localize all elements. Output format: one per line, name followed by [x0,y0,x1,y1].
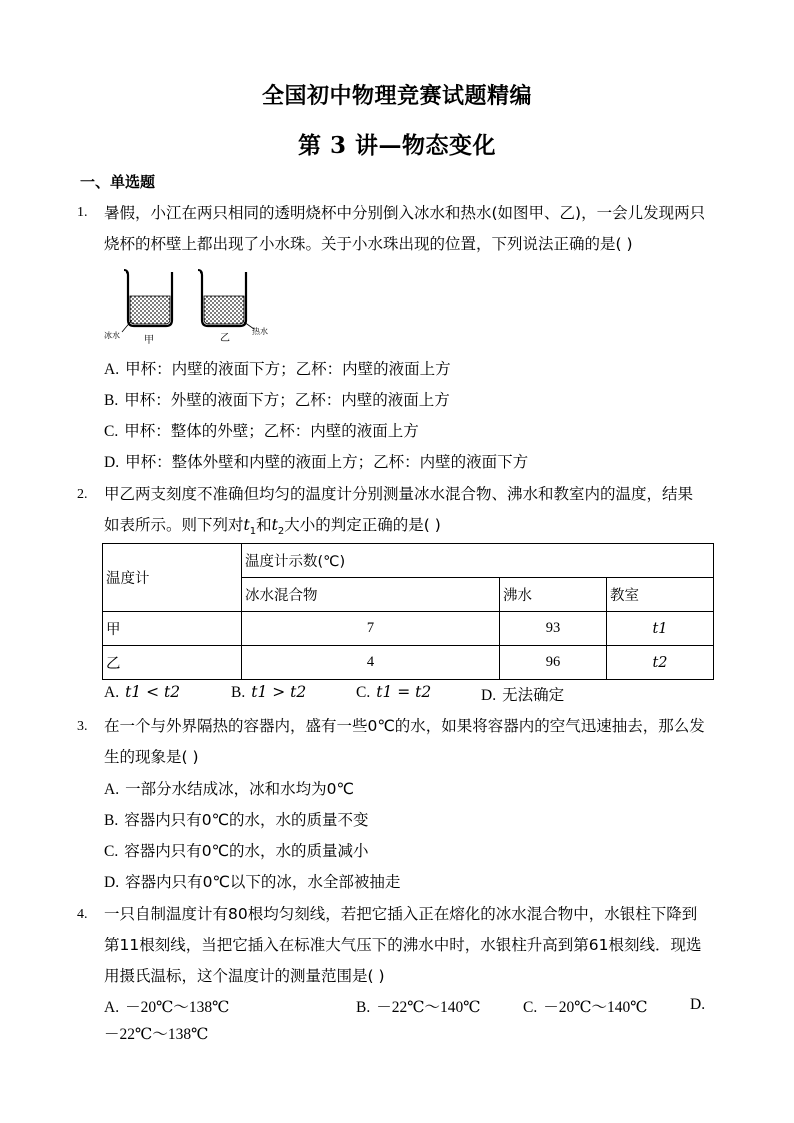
option-c: C. 甲杯：整体的外壁；乙杯：内壁的液面上方 [104,422,419,440]
table-cell: t1 [607,612,714,646]
question-text-line: 一只自制温度计有80根均匀刻线，若把它插入正在熔化的冰水混合物中，水银柱下降到 [104,905,698,923]
question-text-line: 在一个与外界隔热的容器内，盛有一些0℃的水，如果将容器内的空气迅速抽去，那么发 [104,717,705,735]
option-d: D. 容器内只有0℃以下的冰，水全部被抽走 [104,873,401,891]
option-a: A. 一部分水结成冰，冰和水均为0℃ [104,780,354,798]
question-text-line: 甲乙两支刻度不准确但均匀的温度计分别测量冰水混合物、沸水和教室内的温度，结果 [104,485,694,503]
question-text-line: 烧杯的杯壁上都出现了小水珠。关于小水珠出现的位置，下列说法正确的是( ) [104,235,633,253]
document-title: 全国初中物理竞赛试题精编 [261,83,532,109]
section-heading: 一、单选题 [80,173,156,191]
figure-label-jia: 甲 [144,335,154,346]
table-group-header: 温度计示数(℃) [242,544,714,578]
option-b: B. －22℃～140℃ [356,999,481,1016]
table-cell: 7 [242,612,500,646]
beaker-jia-icon [124,270,172,326]
question-text-line: 如表所示。则下列对$t_1$和$t_2$大小的判定正确的是( ) [104,516,441,538]
table-cell: 93 [500,612,607,646]
table-column-header: 沸水 [500,578,607,612]
table-row [103,646,714,680]
question-text-line: 第11根刻线，当把它插入在标准大气压下的沸水中时，水银柱升高到第61根刻线．现选 [104,936,702,954]
option-b: B. t1 > t2 [231,683,307,701]
question-text-line: 生的现象是( ) [104,748,199,766]
table-column-header: 冰水混合物 [242,578,500,612]
figure-label-icewater: 冰水 [104,331,120,340]
table-row [103,612,714,646]
option-c: C. －20℃～140℃ [523,999,648,1016]
question-number: 3. [77,719,88,734]
option-a: A. 甲杯：内壁的液面下方；乙杯：内壁的液面上方 [104,360,451,378]
beaker-figure [104,266,284,348]
question-number: 4. [77,907,88,922]
option-c: C. 容器内只有0℃的水，水的质量减小 [104,842,369,860]
table-cell: 乙 [103,646,242,680]
document-subtitle: 第 3 讲—物态变化 [297,132,497,159]
option-d: D. 甲杯：整体外壁和内壁的液面上方；乙杯：内壁的液面下方 [104,453,529,471]
table-cell: 4 [242,646,500,680]
option-a: A. t1 < t2 [104,683,181,701]
data-table [102,543,714,680]
figure-label-yi: 乙 [220,333,230,344]
option-d-letter: D. [690,996,706,1013]
table-cell: 甲 [103,612,242,646]
table-column-header: 教室 [607,578,714,612]
option-c: C. t1 = t2 [356,683,432,701]
question-text-line: 暑假，小江在两只相同的透明烧杯中分别倒入冰水和热水(如图甲、乙)，一会儿发现两只 [104,204,706,222]
figure-label-hotwater: 热水 [252,327,268,336]
beaker-yi-icon [198,270,246,326]
table-row-header: 温度计 [103,544,242,612]
question-number: 2. [77,487,88,502]
option-a: A. －20℃～138℃ [104,999,230,1016]
table-cell: t2 [607,646,714,680]
question-text-line: 用摄氏温标，这个温度计的测量范围是( ) [104,967,385,985]
option-b: B. 容器内只有0℃的水，水的质量不变 [104,811,369,829]
option-d: D. 无法确定 [481,686,565,704]
option-d-text: －22℃～138℃ [104,1026,209,1043]
option-b: B. 甲杯：外壁的液面下方；乙杯：内壁的液面上方 [104,391,450,409]
table-cell: 96 [500,646,607,680]
question-number: 1. [77,205,88,220]
